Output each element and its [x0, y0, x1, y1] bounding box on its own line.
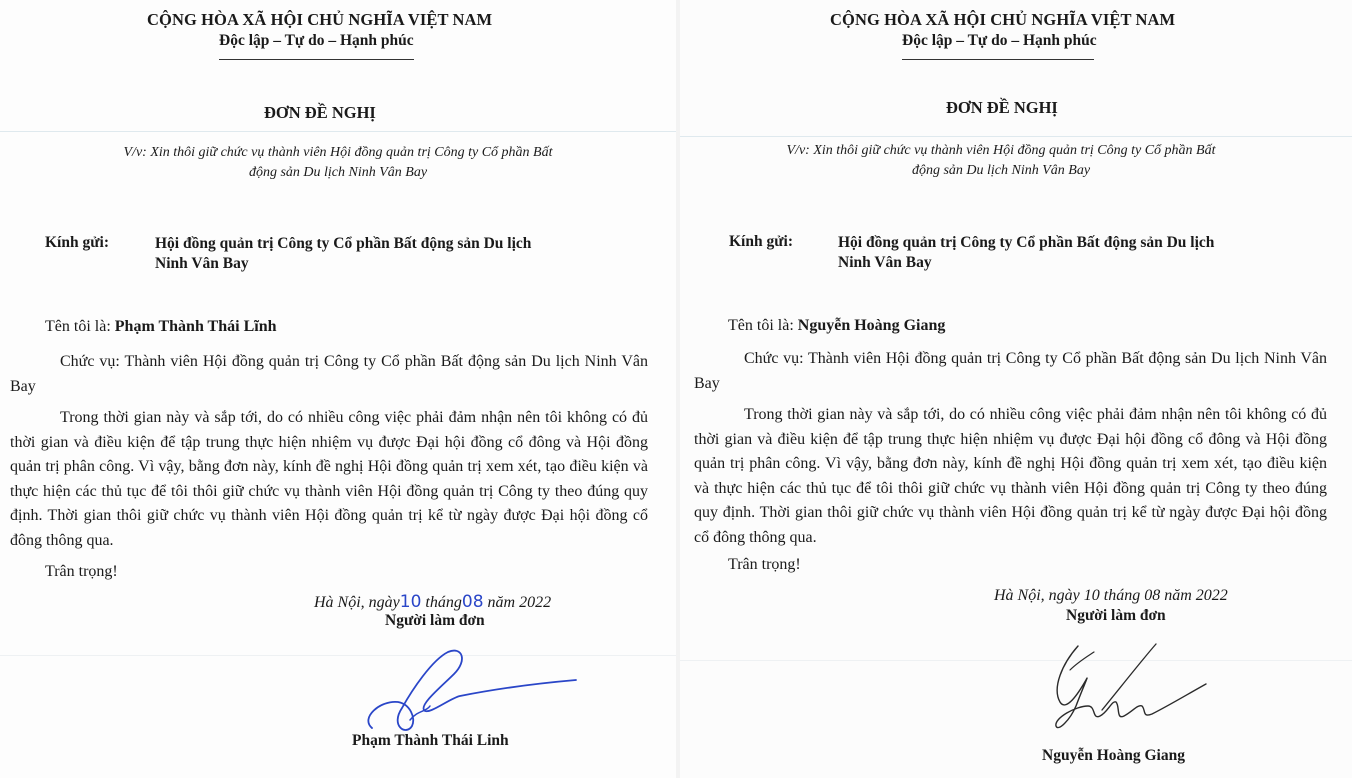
recipient: [155, 234, 625, 274]
body-text: Trong thời gian này và sắp tới, do có nhiều công việc phải đảm nhận nên tôi không có đủ thời gian và điều kiện để tập trung thực hiện nhiệm vụ được Đại hội đồng cổ đông và Hội đồng quản trị phân công. Vì vậy, bằng đơn này, kính đề nghị Hội đồng quản trị xem xét, tạo điều kiện và thực hiện các thủ tục để tôi thôi giữ chức vụ thành viên Hội đồng quản trị Công ty theo đúng quy định. Thời gian thôi giữ chức vụ thành viên Hội đồng quản trị kể từ ngày được Đại hội đồng cổ đông thông qua.: [10, 409, 648, 549]
signature-stroke: [368, 651, 576, 730]
subject-line: V/v: Xin thôi giữ chức vụ thành viên Hội đồng quản trị Công ty Cổ phần Bất: [123, 145, 553, 160]
header-underline: [219, 59, 414, 60]
national-motto: Độc lập – Tự do – Hạnh phúc: [902, 32, 1097, 49]
handwritten-day: 10: [399, 592, 422, 612]
signer-title: Người làm đơn: [385, 612, 485, 629]
date-place: [314, 592, 551, 612]
position-text: Chức vụ: Thành viên Hội đồng quản trị Công ty Cổ phần Bất động sản Du lịch Ninh Vân Bay: [10, 353, 648, 395]
recipient-line: Hội đồng quản trị Công ty Cổ phần Bất động sản Du lịch: [155, 235, 532, 252]
closing-text: Trân trọng!: [728, 556, 801, 573]
date-month-label: tháng: [421, 594, 462, 611]
signature-image: [1042, 640, 1212, 740]
signer-name: Phạm Thành Thái Linh: [352, 732, 509, 749]
applicant-name: Phạm Thành Thái Lĩnh: [114, 318, 277, 335]
header-underline: [902, 59, 1094, 60]
subject-line: động sản Du lịch Ninh Vân Bay: [248, 165, 428, 180]
applicant-line: [728, 317, 945, 335]
position-paragraph: [10, 350, 648, 399]
signer-title: Người làm đơn: [1066, 607, 1166, 624]
position-text: Chức vụ: Thành viên Hội đồng quản trị Công ty Cổ phần Bất động sản Du lịch Ninh Vân Bay: [694, 350, 1327, 392]
recipient-label: Kính gửi:: [45, 234, 109, 251]
recipient: [838, 233, 1308, 273]
signer-name: Nguyễn Hoàng Giang: [1042, 747, 1185, 764]
document-subject: [100, 143, 576, 183]
applicant-line: [45, 318, 276, 336]
national-motto: Độc lập – Tự do – Hạnh phúc: [219, 32, 414, 49]
date-place: Hà Nội, ngày 10 tháng 08 năm 2022: [994, 587, 1228, 604]
signature-stroke: [1056, 646, 1206, 728]
applicant-prefix: Tên tôi là:: [45, 318, 115, 335]
document-subject: [760, 141, 1242, 181]
recipient-line: Ninh Vân Bay: [838, 254, 932, 271]
document-page-right: [680, 0, 1352, 778]
signature-image: [350, 640, 590, 740]
subject-line: V/v: Xin thôi giữ chức vụ thành viên Hội đồng quản trị Công ty Cổ phần Bất: [786, 143, 1216, 158]
body-paragraph: [10, 406, 648, 554]
subject-line: động sản Du lịch Ninh Vân Bay: [911, 163, 1091, 178]
body-text: Trong thời gian này và sắp tới, do có nhiều công việc phải đảm nhận nên tôi không có đủ thời gian và điều kiện để tập trung thực hiện nhiệm vụ được Đại hội đồng cổ đông và Hội đồng quản trị phân công. Vì vậy, bằng đơn này, kính đề nghị Hội đồng quản trị xem xét, tạo điều kiện và thực hiện các thủ tục để tôi thôi giữ chức vụ thành viên Hội đồng quản trị Công ty theo đúng quy định. Thời gian thôi giữ chức vụ thành viên Hội đồng quản trị kể từ ngày được Đại hội đồng cổ đông thông qua.: [694, 406, 1327, 546]
position-paragraph: [694, 347, 1327, 396]
scan-artifact-line: [0, 131, 676, 132]
recipient-line: Hội đồng quản trị Công ty Cổ phần Bất động sản Du lịch: [838, 234, 1215, 251]
signature-stroke: [1070, 652, 1094, 670]
applicant-prefix: Tên tôi là:: [728, 317, 798, 334]
national-header: CỘNG HÒA XÃ HỘI CHỦ NGHĨA VIỆT NAM: [830, 10, 1176, 29]
recipient-line: Ninh Vân Bay: [155, 255, 249, 272]
national-header: CỘNG HÒA XÃ HỘI CHỦ NGHĨA VIỆT NAM: [147, 10, 493, 29]
recipient-label: Kính gửi:: [729, 233, 793, 250]
body-paragraph: [694, 403, 1327, 551]
applicant-name: Nguyễn Hoàng Giang: [797, 317, 946, 334]
date-prefix: Hà Nội, ngày: [314, 594, 400, 611]
handwritten-month: 08: [461, 592, 484, 612]
signature-stroke: [1102, 644, 1156, 710]
document-title: ĐƠN ĐỀ NGHỊ: [946, 98, 1058, 117]
scan-artifact-line: [680, 136, 1352, 137]
document-title: ĐƠN ĐỀ NGHỊ: [264, 103, 376, 122]
date-year: năm 2022: [483, 594, 552, 611]
closing-text: Trân trọng!: [45, 563, 118, 580]
scan-artifact-line: [680, 660, 1352, 661]
